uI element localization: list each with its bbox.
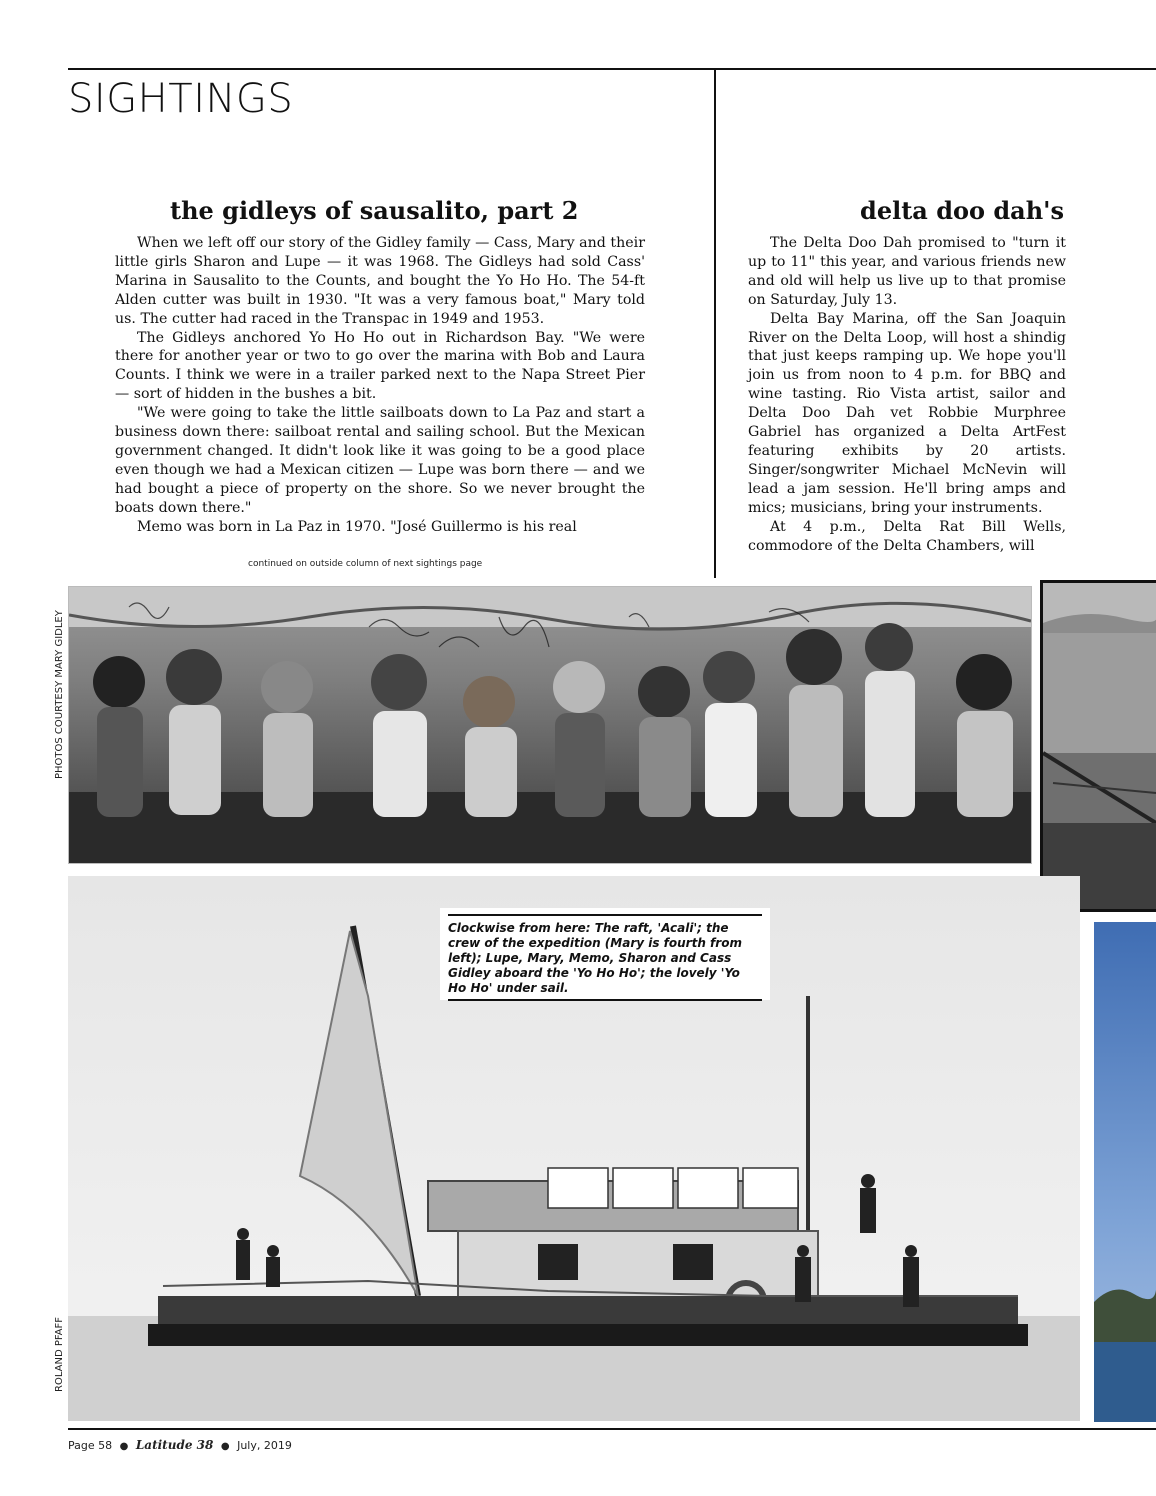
right-paragraph-1: The Delta Doo Dah promised to "turn it up to 11" this year, and various friends new and old will help us live up to that promise on Saturday, July 13. [748, 235, 1066, 308]
left-paragraph-3: "We were going to take the little sailboats down to La Paz and start a business down there: sailboat rental and sailing school. But the Mexican government changed. It didn't look like it was going to be a good place even though we had a Mexican citizen — Lupe was born there — and we had bought a piece of property on the shore. So we never brought the boats down there." [115, 405, 645, 516]
column-divider [714, 70, 716, 578]
right-paragraph-3: At 4 p.m., Delta Rat Bill Wells, commodore of the Delta Chambers, will [748, 518, 1066, 554]
bullet-separator: ● [119, 1441, 129, 1452]
photo-caption: Clockwise from here: The raft, 'Acali'; the crew of the expedition (Mary is fourth from left); Lupe, Mary, Memo, Sharon and Cass Gidley aboard the 'Yo Ho Ho'; the lovely 'Yo Ho Ho' under sail. [448, 921, 742, 995]
caption-bottom-rule [448, 999, 762, 1001]
magazine-name: Latitude 38 [135, 1438, 214, 1452]
right-paragraph-2: Delta Bay Marina, off the San Joaquin River on the Delta Loop, will host a shindig that just keeps ramping up. We hope you'll join us from noon to 4 p.m. for BBQ and wine tasting. Rio Vista artist, sailor and Delta Doo Dah vet Robbie Murphree Gabriel has organized a Delta ArtFest featuring exhibits by 20 artists. Singer/songwriter Michael McNevin will lead a jam session. He'll bring amps and mics; musicians, bring your instruments. [748, 310, 1066, 516]
yo-ho-ho-family-photo [1040, 580, 1156, 912]
left-paragraph-4: Memo was born in La Paz in 1970. "José Guillermo is his real [137, 518, 577, 535]
bullet-separator: ● [220, 1441, 230, 1452]
left-paragraph-2: The Gidleys anchored Yo Ho Ho out in Richardson Bay. "We were there for another year or two to go over the marina with Bob and Laura Counts. I think we were in a trailer parked next to the Napa Street Pier — sort of hidden in the bushes a bit. [115, 329, 645, 403]
section-title: SIGHTINGS [68, 76, 294, 122]
left-article-headline: the gidleys of sausalito, part 2 [170, 196, 579, 225]
crew-group-photo [68, 586, 1032, 864]
photo-credit-roland-pfaff: ROLAND PFAFF [54, 1316, 65, 1392]
left-paragraph-1: When we left off our story of the Gidley family — Cass, Mary and their little girls Sharon and Lupe — it was 1968. The Gidleys had sold Cass' Marina in Sausalito to the Counts, and bought the Yo Ho Ho. The 54-ft Alden cutter was built in 1930. "It was a very famous boat," Mary told us. The cutter had raced in the Transpac in 1949 and 1953. [115, 235, 645, 327]
right-article-headline: delta doo dah's [860, 196, 1064, 225]
caption-top-rule [448, 914, 762, 916]
page-footer [68, 1438, 292, 1452]
right-article-body [748, 234, 1066, 555]
issue-date: July, 2019 [237, 1439, 292, 1452]
page-number: Page 58 [68, 1439, 113, 1452]
footer-rule [68, 1428, 1156, 1430]
continued-note: continued on outside column of next sightings page [248, 559, 483, 569]
top-rule [68, 68, 1156, 70]
photo-caption-box [440, 908, 770, 1000]
left-article-body [115, 234, 645, 537]
photo-credit-mary-gidley: PHOTOS COURTESY MARY GIDLEY [54, 610, 65, 779]
yo-ho-ho-under-sail-photo [1094, 922, 1156, 1422]
